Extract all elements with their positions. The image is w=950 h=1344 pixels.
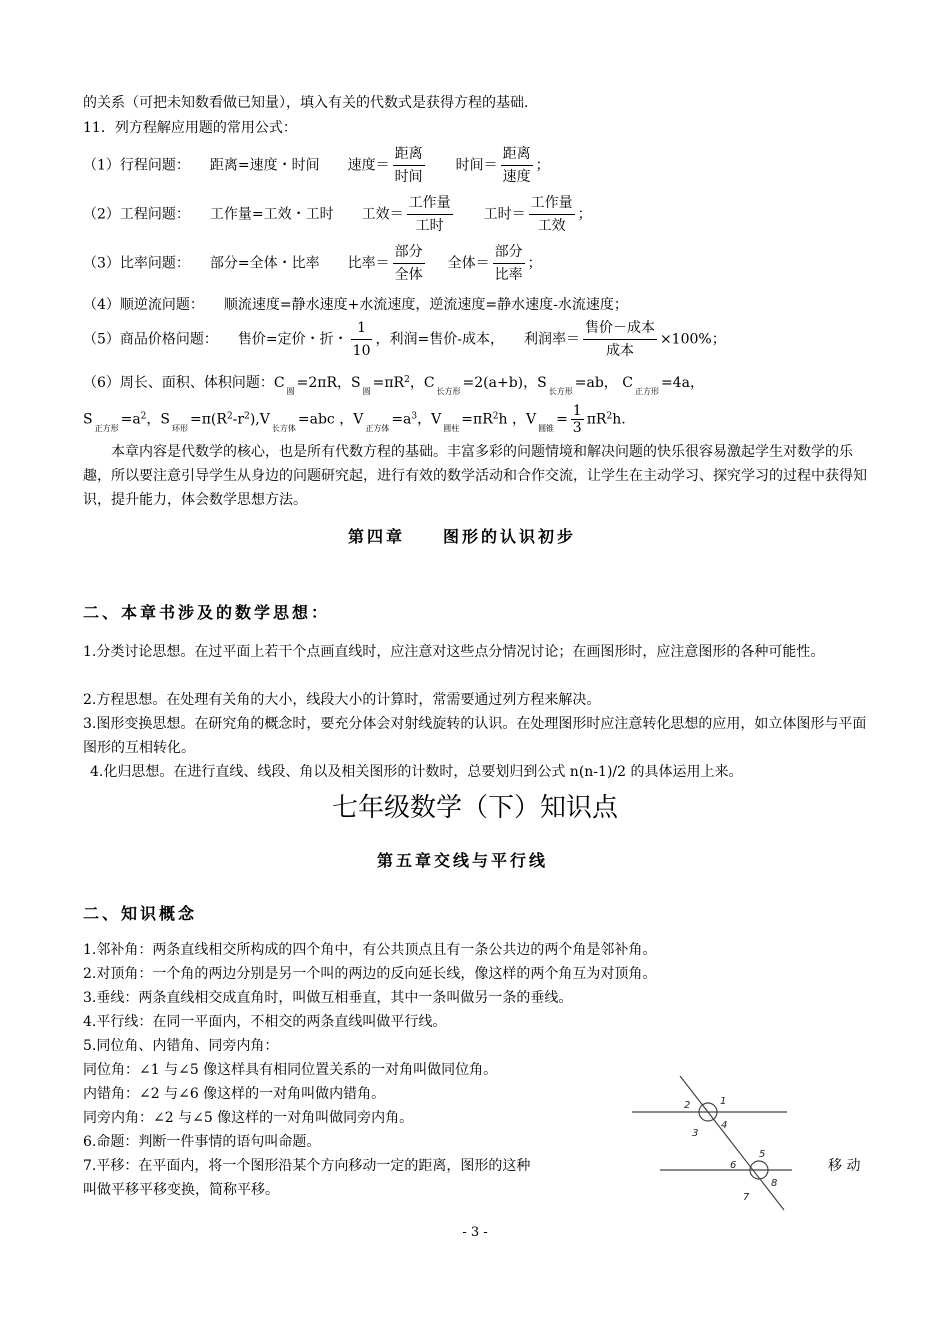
formula-travel: （1）行程问题： 距离=速度・时间 速度＝ $\frac{\text{距离}}{\text{时间}}$ 时间＝ $\frac{\text{距离}}{\text{速度}}$ ；	[83, 143, 550, 188]
angle-label-5: 5	[759, 1149, 766, 1160]
concept-3: 3.垂线：两条直线相交成直角时，叫做互相垂直，其中一条叫做另一条的垂线。	[83, 990, 573, 1006]
concept-6: 6.命题：判断一件事情的语句叫命题。	[83, 1134, 321, 1150]
intro-tail: 的关系（可把未知数看做已知量），填入有关的代数式是获得方程的基础.	[83, 95, 529, 111]
formula-geometry-2: $S_{正方形}=a^2$，$S_{环形}=\pi(R^2-r^2),V_{长方体}=abc$ ，$V_{正方体}=a^3$，$V_{圆柱}=\pi R^2h$ ，$V_{圆锥}=$ $\frac{1}{3}$ $\pi R^2h$.	[83, 403, 626, 436]
thought-3: 3.图形变换思想。在研究角的概念时，要充分体会对射线旋转的认识。在处理图形时应注意转化思想的应用，如立体图形与平面图形的互相转化。	[83, 716, 867, 756]
concept-alternate: 内错角：∠2 与∠6 像这样的一对角叫做内错角。	[83, 1086, 386, 1102]
thought-1: 1.分类讨论思想。在过平面上若干个点画直线时，应注意对这些点分情况讨论；在画图形时，应注意图形的各种可能性。	[83, 644, 825, 660]
formula-geometry-1: （6）周长、面积、体积问题：$C_圆=2\pi R$，$S_圆=\pi R^2$，$C_{长方形}=2(a+b)$，$S_{长方形}=ab$， $C_{正方形}=4a$，	[83, 375, 704, 396]
chapter-4-title: 第四章 图形的认识初步	[348, 527, 577, 546]
grade-title: 七年级数学（下）知识点	[331, 793, 618, 823]
concept-5: 5.同位角、内错角、同旁内角：	[83, 1038, 279, 1054]
section-thought-heading: 二、本章书涉及的数学思想：	[83, 603, 331, 622]
summary-paragraph: 本章内容是代数学的核心，也是所有代数方程的基础。丰富多彩的问题情境和解决问题的快乐很容易激起学生对数学的乐趣，所以要注意引导学生从身边的问题研究起，进行有效的数学活动和合作交流，让学生在主动学习、探究学习的过程中获得知识，提升能力，体会数学思想方法。	[83, 444, 867, 508]
concept-interior: 同旁内角：∠2 与∠5 像这样的一对角叫做同旁内角。	[83, 1110, 414, 1126]
concept-7: 7.平移：在平面内，将一个图形沿某个方向移动一定的距离，图形的这种	[83, 1158, 531, 1174]
section-concept-heading: 二、知识概念	[83, 904, 198, 923]
thought-2: 2.方程思想。在处理有关角的大小，线段大小的计算时，常需要通过列方程来解决。	[83, 692, 601, 708]
formula-work: （2）工程问题： 工作量=工效・工时 工效＝ $\frac{\text{工作量}}{\text{工时}}$ 工时＝ $\frac{\text{工作量}}{\text{工效}}$ ；	[83, 192, 592, 237]
page-number: - 3 -	[462, 1225, 488, 1240]
concept-7-cont: 叫做平移平移变换，简称平移。	[83, 1182, 279, 1198]
item-11: 11．列方程解应用题的常用公式：	[83, 120, 297, 136]
concept-2: 2.对顶角：一个角的两边分别是另一个叫的两边的反向延长线，像这样的两个角互为对顶角。	[83, 966, 657, 982]
angle-label-2: 2	[684, 1100, 691, 1111]
thought-4: 4.化归思想。在进行直线、线段、角以及相关图形的计数时，总要划归到公式 n(n-1)/2 的具体运用上来。	[90, 764, 743, 780]
chapter-5-title: 第五章交线与平行线	[377, 851, 549, 870]
angle-label-4: 4	[721, 1120, 728, 1131]
angle-label-6: 6	[730, 1160, 737, 1171]
parallel-lines-diagram	[632, 1072, 792, 1212]
angle-label-8: 8	[771, 1178, 778, 1189]
formula-price: （5）商品价格问题： 售价=定价・折・ $\frac{1}{10}$ ，利润=售价-成本， 利润率＝ $\frac{\text{售价－成本}}{\text{成本}}$ ×100%；	[83, 317, 726, 362]
concept-1: 1.邻补角：两条直线相交所构成的四个角中，有公共顶点且有一条公共边的两个角是邻补角。	[83, 942, 657, 958]
concept-corresponding: 同位角：∠1 与∠5 像这样具有相同位置关系的一对角叫做同位角。	[83, 1062, 498, 1078]
concept-4: 4.平行线：在同一平面内，不相交的两条直线叫做平行线。	[83, 1014, 447, 1030]
move-word: 移 动	[828, 1158, 861, 1174]
angle-label-7: 7	[743, 1192, 750, 1203]
angle-label-3: 3	[692, 1128, 699, 1139]
formula-stream: （4）顺逆流问题： 顺流速度=静水速度+水流速度，逆流速度=静水速度-水流速度；	[83, 297, 628, 313]
transversal-line	[680, 1076, 784, 1210]
formula-ratio: （3）比率问题： 部分=全体・比率 比率＝ $\frac{\text{部分}}{\text{全体}}$ 全体＝ $\frac{\text{部分}}{\text{比率}}$ ；	[83, 241, 542, 286]
angle-label-1: 1	[720, 1096, 727, 1107]
